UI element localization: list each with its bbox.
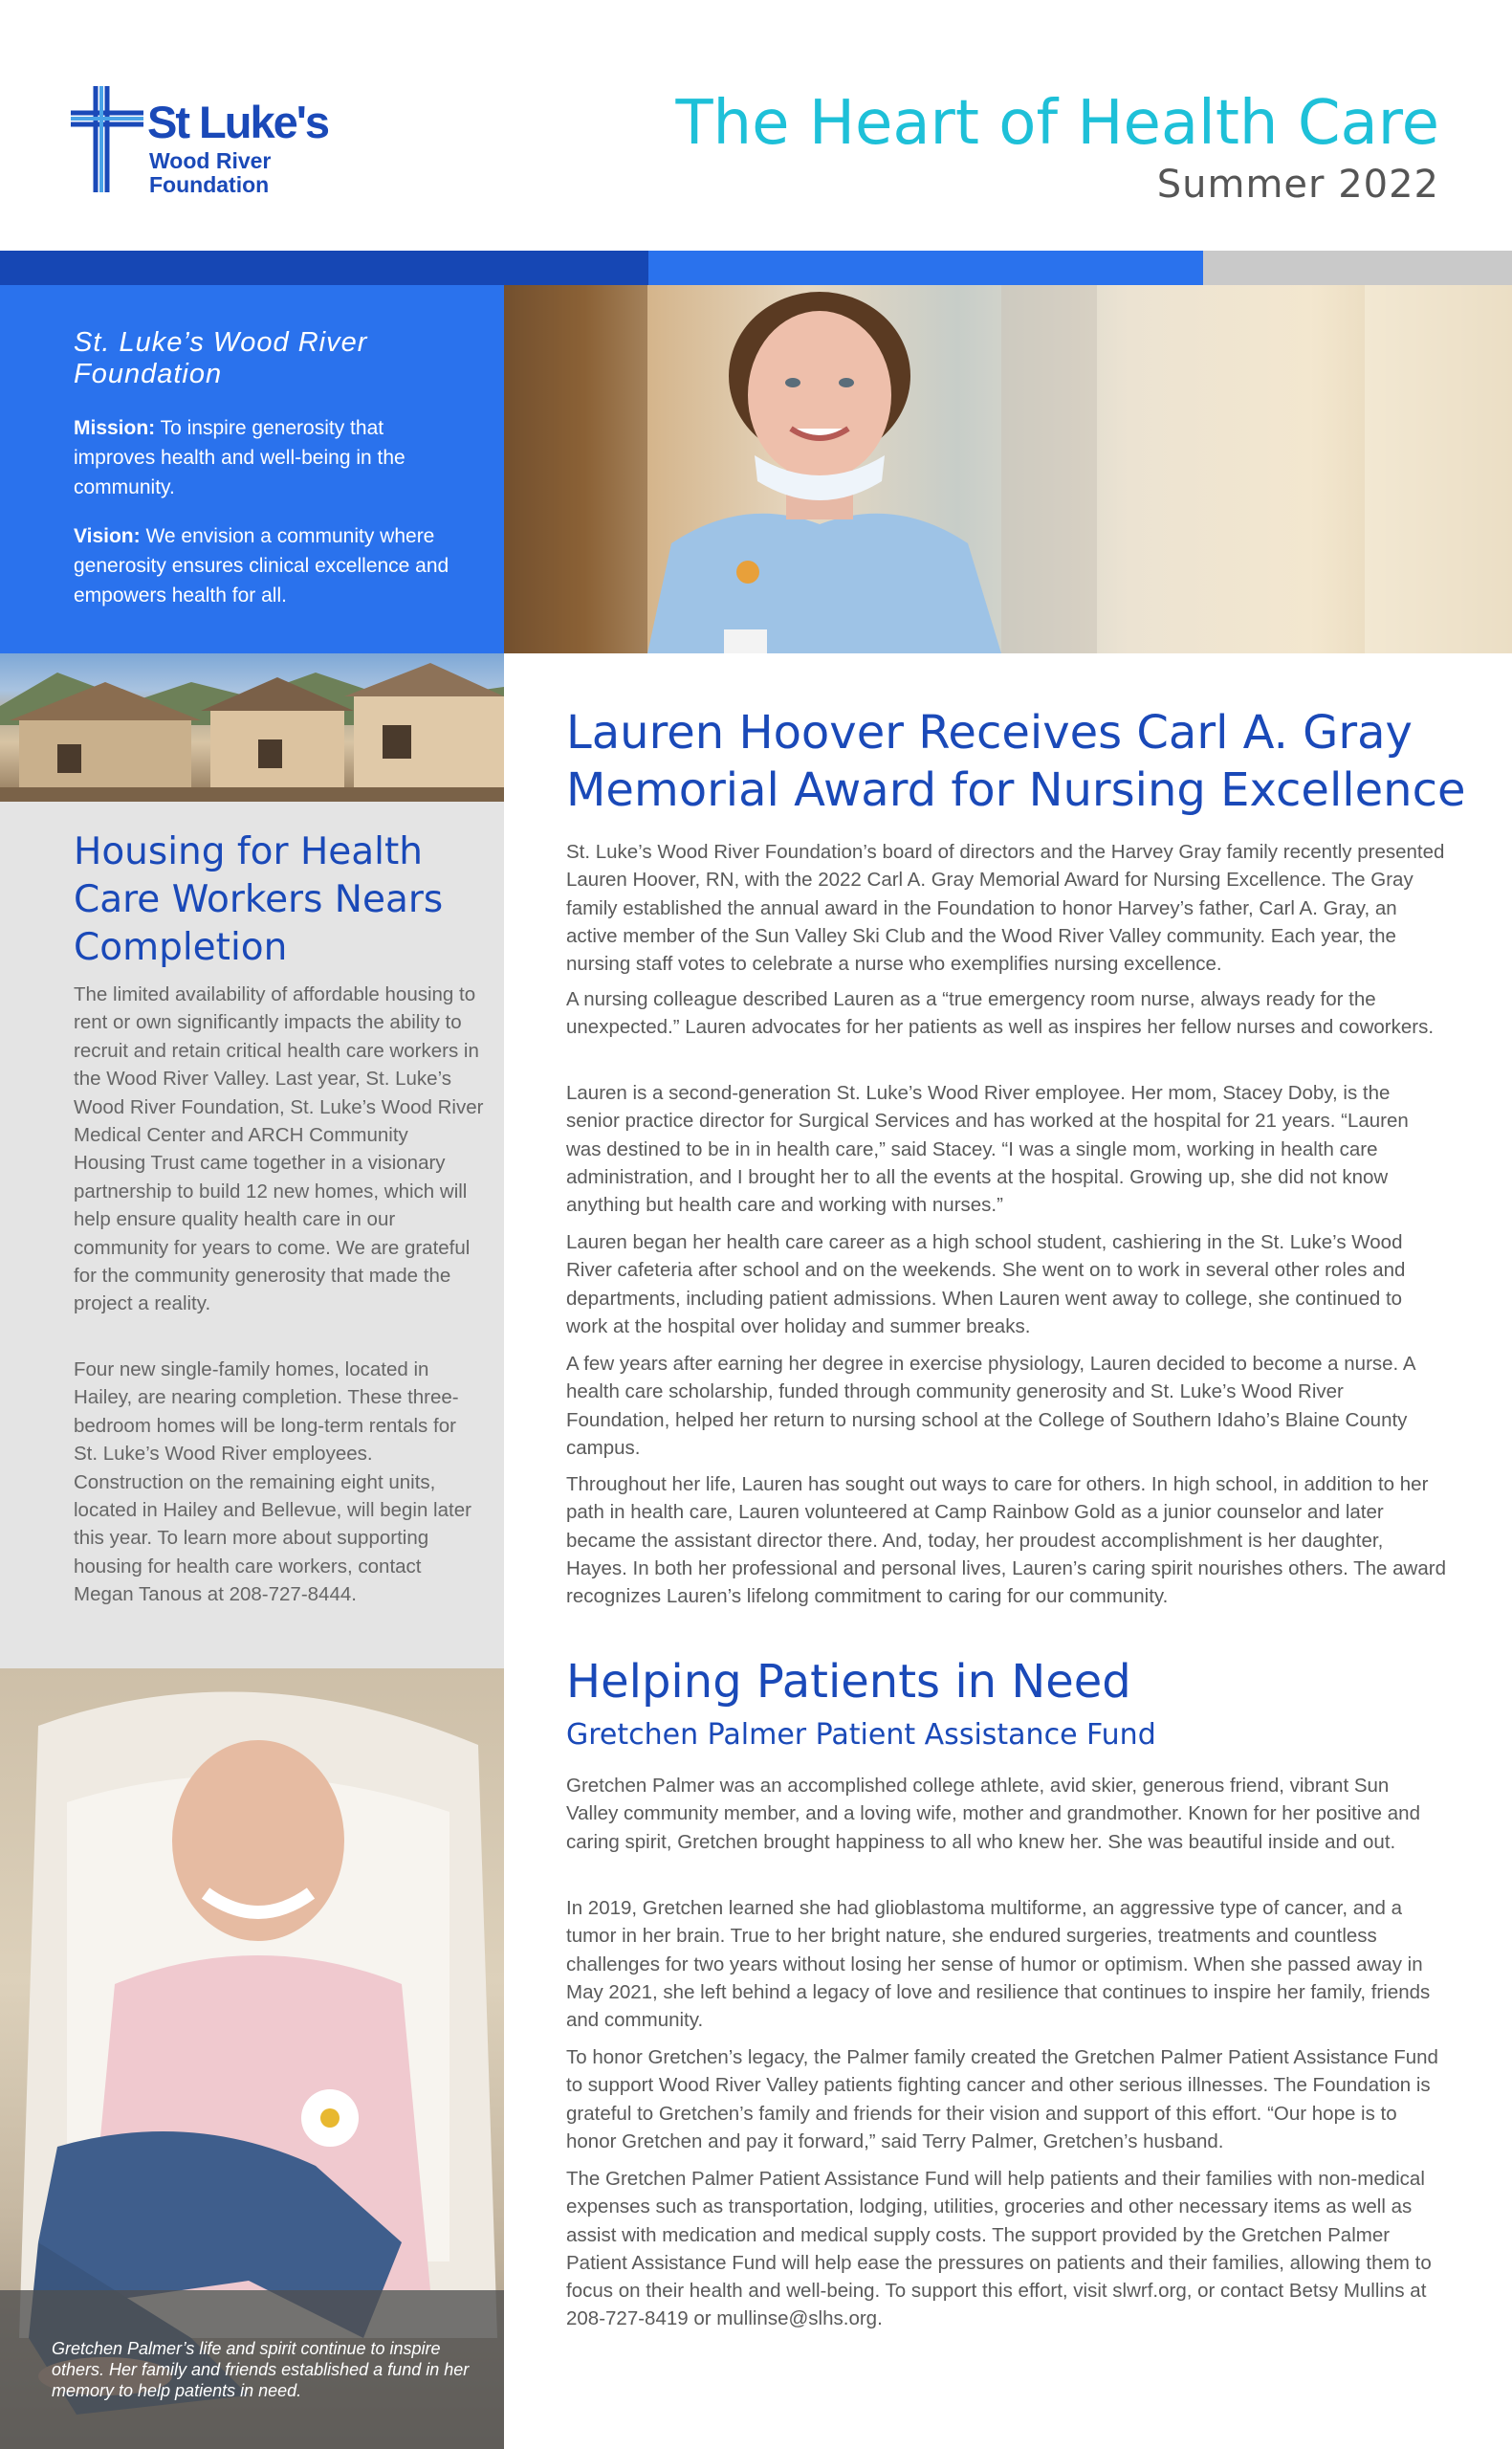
vision-statement — [74, 521, 456, 610]
award-paragraph-2: A nursing colleague described Lauren as a “true emergency room nurse, always ready for the unexpected.” Lauren advocates for her patients as well as inspires her fellow nurses and coworkers. — [566, 988, 1435, 1039]
logo-brand-text: St Luke's — [147, 97, 329, 147]
foundation-logo — [69, 84, 356, 199]
nurse-photo — [504, 285, 1512, 653]
award-paragraph-5: A few years after earning her degree in exercise physiology, Lauren decided to become a nurse. A health care scholarship, funded through community generosity and St. Luke’s Wood River Foundation, helped her return to nursing school at the College of Southern Idaho’s Blaine County campus. — [566, 1353, 1415, 1459]
housing-paragraph-2: Four new single-family homes, located in Hailey, are nearing completion. These three-bedroom homes will be long-term rentals for St. Luke’s Wood River employees. Construction on the remaining eight units, located in Hailey and Bellevue, will begin later this year. To learn more about supporting housing for health care workers, contact Megan Tanous at 208-727-8444. — [74, 1358, 471, 1606]
award-paragraph-6: Throughout her life, Lauren has sought out ways to care for others. In high school, in addition to her path in health care, Lauren volunteered at Camp Rainbow Gold as a junior counselor and later became the assistant director there. And, today, her proudest accomplishment is her daughter, Hayes. In both her professional and personal lives, Lauren’s caring spirit nourishes others. The award recognizes Lauren’s lifelong commitment to caring for our community. — [566, 1473, 1446, 1608]
houses-illustration — [0, 653, 504, 802]
mission-box-heading: St. Luke’s Wood River Foundation — [74, 327, 368, 389]
nurse-illustration — [504, 285, 1512, 653]
award-article-heading: Lauren Hoover Receives Carl A. Gray Memorial Award for Nursing Excellence — [566, 706, 1466, 817]
vision-text: We envision a community where generosity ensures clinical excellence and empowers health for all. — [74, 525, 449, 607]
issue-date: Summer 2022 — [1156, 163, 1439, 207]
award-paragraph-1: St. Luke’s Wood River Foundation’s board of directors and the Harvey Gray family recently presented Lauren Hoover, RN, with the 2022 Carl A. Gray Memorial Award for Nursing Excellence. The Gray family established the annual award in the Foundation to honor Harvey’s father, Carl A. Gray, an active member of the Sun Valley Ski Club and the Wood River Valley community. Each year, the nursing staff votes to celebrate a nurse who exemplifies nursing excellence. — [566, 841, 1445, 976]
header-band-blue — [648, 251, 1203, 285]
mission-statement — [74, 413, 456, 502]
photo-caption: Gretchen Palmer’s life and spirit continue to inspire others. Her family and friends established a fund in her memory to help patients in need. — [52, 2339, 470, 2400]
patients-paragraph-4: The Gretchen Palmer Patient Assistance Fund will help patients and their families with non-medical expenses such as transportation, lodging, utilities, groceries and other necessary items as well as assist with medication and medical supply costs. The support provided by the Gretchen Palmer Patient Assistance Fund will help ease the pressures on patients and their families, allowing them to focus on their health and well-being. To support this effort, visit slwrf.org, or contact Betsy Mullins at 208-727-8419 or mullinse@slhs.org. — [566, 2168, 1432, 2330]
patients-paragraph-3: To honor Gretchen’s legacy, the Palmer family created the Gretchen Palmer Patient Assistance Fund to support Wood River Valley patients fighting cancer and other serious illnesses. The Foundation is grateful to Gretchen’s family and friends for their vision and support of this effort. “Our hope is to honor Gretchen and pay it forward,” said Terry Palmer, Gretchen’s husband. — [566, 2046, 1438, 2152]
patients-article-heading: Helping Patients in Need — [566, 1655, 1131, 1709]
mission-text: To inspire generosity that improves health and well-being in the community. — [74, 417, 405, 498]
newsletter-title: The Heart of Health Care — [675, 88, 1439, 159]
logo-subtitle — [149, 149, 271, 197]
award-paragraph-4: Lauren began her health care career as a high school student, cashiering in the St. Luke’s Wood River cafeteria after school and on the weekends. She went on to work in several other roles and departments, including patient admissions. When Lauren went away to college, she continued to work at the hospital over holiday and summer breaks. — [566, 1231, 1406, 1337]
mission-label: Mission: — [74, 417, 156, 439]
patients-paragraph-1: Gretchen Palmer was an accomplished college athlete, avid skier, generous friend, vibrant Sun Valley community member, and a loving wife, mother and grandmother. Known for her positive and caring spirit, Gretchen brought happiness to all who knew her. She was beautiful inside and out. — [566, 1775, 1420, 1853]
patients-article-subheading: Gretchen Palmer Patient Assistance Fund — [566, 1718, 1156, 1752]
housing-paragraph-1: The limited availability of affordable housing to rent or own significantly impacts the ability to recruit and retain critical health care workers in the Wood River Valley. Last year, St. Luke’s Wood River Foundation, St. Luke’s Wood River Medical Center and ARCH Community Housing Trust came together in a visionary partnership to build 12 new homes, which will help ensure quality health care in our community for years to come. We are grateful for the community generosity that made the project a reality. — [74, 983, 484, 1315]
patients-paragraph-2: In 2019, Gretchen learned she had glioblastoma multiforme, an aggressive type of cancer, and a tumor in her brain. True to her bright nature, she endured surgeries, treatments and countless challenges for two years without losing her sense of humor or optimism. When she passed away in May 2021, she left behind a legacy of love and resilience that continues to inspire her family, friends and community. — [566, 1897, 1431, 2032]
logo-sub-line-2: Foundation — [149, 172, 270, 197]
housing-heading: Housing for Health Care Workers Nears Completion — [74, 830, 444, 969]
vision-label: Vision: — [74, 525, 141, 547]
header-band-dark — [0, 251, 648, 285]
award-paragraph-3: Lauren is a second-generation St. Luke’s Wood River employee. Her mom, Stacey Doby, is the senior practice director for Surgical Services and has worked at the hospital for 21 years. “Lauren was destined to be in in health care,” said Stacey. “I was a single mom, working in health care administration, and I brought her to all the events at the hospital. Growing up, she did not know anything but health care and working with nurses.” — [566, 1082, 1409, 1217]
mission-box — [0, 285, 504, 653]
houses-construction-photo — [0, 653, 504, 802]
logo-sub-line-1: Wood River — [149, 148, 272, 173]
header-band-grey — [1203, 251, 1512, 285]
cross-logo-icon — [69, 84, 145, 194]
